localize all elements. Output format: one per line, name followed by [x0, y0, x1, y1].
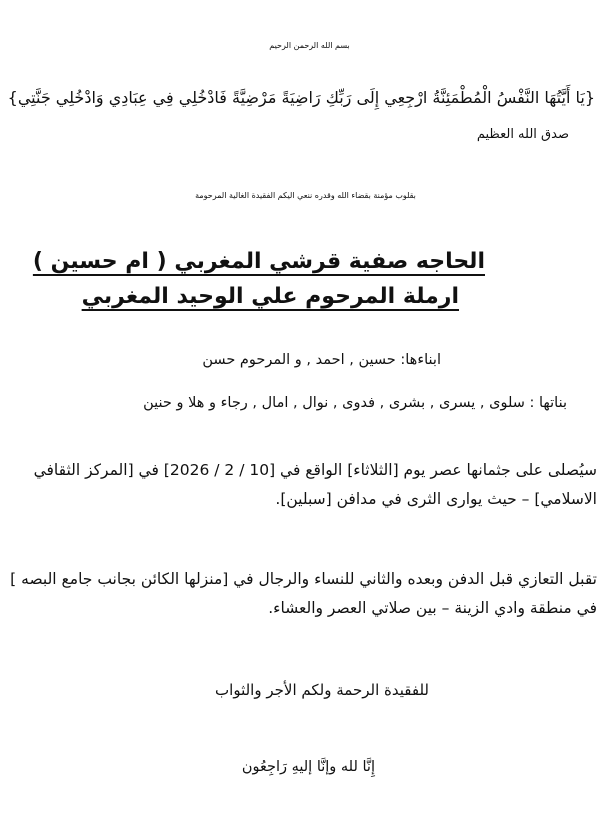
- daughters-list: بناتها : سلوى , يسرى , بشرى , فدوى , نوال , امال , رجاء و هلا و حنين: [143, 395, 567, 411]
- sons-list: ابناءها: حسين , احمد , و المرحوم حسن: [202, 352, 441, 368]
- intro-text: بقلوب مؤمنة بقضاء الله وقدره ننعي اليكم الفقيدة الغالية المرحومة: [195, 191, 416, 200]
- quran-verse: {يَا أَيَّتُهَا النَّفْسُ الْمُطْمَئِنَّةُ ارْجِعِي إِلَى رَبِّكِ رَاضِيَةً مَرْضِيَّةً فَادْخُلِي فِي عِبَادِي وَادْخُلِي جَنَّتِي}: [7, 88, 595, 107]
- funeral-prayer-line-1: سيُصلى على جثمانها عصر يوم [الثلاثاء] الواقع في [10 / 2 / 2026] في [المركز الثقافي: [33, 461, 597, 479]
- deceased-name: الحاجه صفية قرشي المغربي ( ام حسين ): [32, 249, 485, 274]
- funeral-prayer-line-2: الاسلامي] – حيث يوارى الثرى في مدافن [سبلين].: [275, 490, 597, 508]
- sadaq-allah: صدق الله العظيم: [476, 127, 569, 142]
- mercy-text: للفقيدة الرحمة ولكم الأجر والثواب: [215, 681, 429, 699]
- condolences-line-1: تقبل التعازي قبل الدفن وبعده والثاني للنساء والرجال في [منزلها الكائن بجانب جامع البصه ]: [10, 570, 597, 588]
- widow-of: ارملة المرحوم علي الوحيد المغربي: [81, 284, 459, 309]
- basmala: بسم الله الرحمن الرحيم: [269, 41, 350, 50]
- inna-lillah: إِنَّا لله وإنَّا إليهِ رَاجِعُون: [241, 759, 375, 775]
- condolences-line-2: في منطقة وادي الزينة – بين صلاتي العصر والعشاء.: [268, 599, 597, 617]
